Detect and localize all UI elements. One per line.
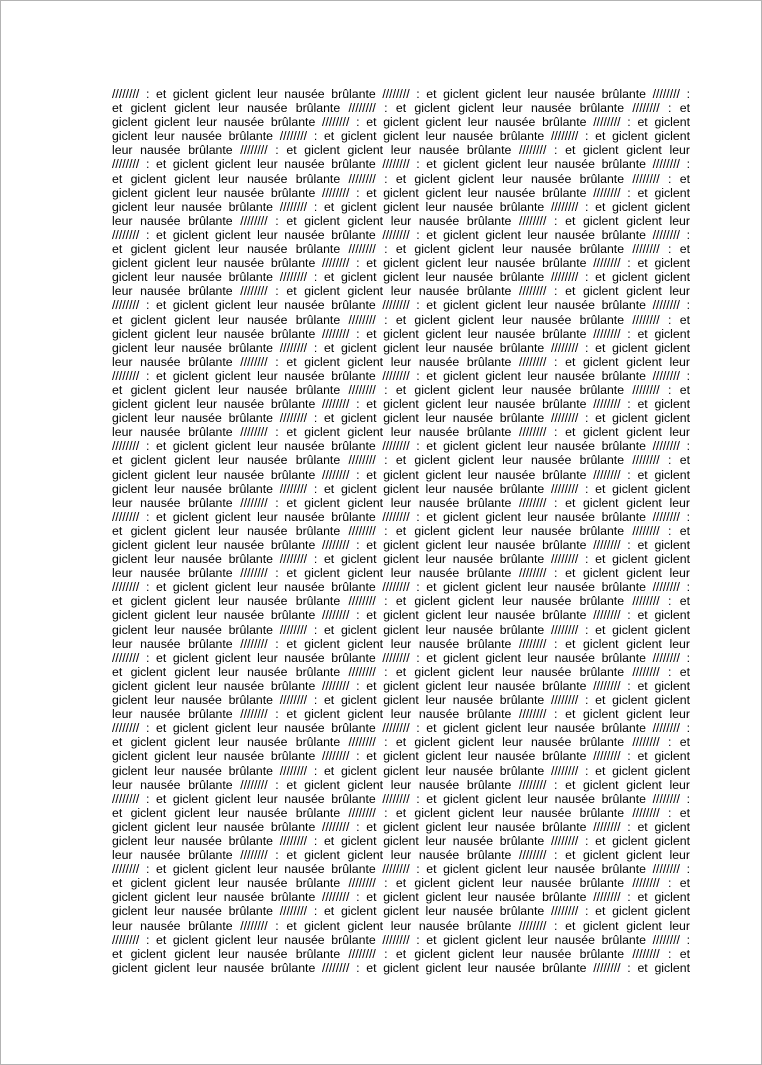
text-line: giclent leur nausée brûlante //////// : et giclent giclent leur nausée brûlante //////// : et giclent giclent xyxy=(112,833,690,848)
text-line: leur nausée brûlante //////// : et giclent giclent leur nausée brûlante //////// : et giclent giclent leur xyxy=(112,918,690,933)
text-line: //////// : et giclent giclent leur nausée brûlante //////// : et giclent giclent leur nausée brûlante //////// : xyxy=(112,721,690,736)
text-line: giclent leur nausée brûlante //////// : et giclent giclent leur nausée brûlante //////// : et giclent giclent xyxy=(112,340,690,355)
text-line: //////// : et giclent giclent leur nausée brûlante //////// : et giclent giclent leur nausée brûlante //////// : xyxy=(112,932,690,947)
text-line: //////// : et giclent giclent leur nausée brûlante //////// : et giclent giclent leur nausée brûlante //////// : xyxy=(112,157,690,172)
text-line: giclent leur nausée brûlante //////// : et giclent giclent leur nausée brûlante //////// : et giclent giclent xyxy=(112,129,690,144)
text-line: et giclent giclent leur nausée brûlante //////// : et giclent giclent leur nausée brûlante //////// : et xyxy=(112,242,690,257)
text-line: giclent giclent leur nausée brûlante //////// : et giclent giclent leur nausée brûlante //////// : et giclent xyxy=(112,185,690,200)
text-line: leur nausée brûlante //////// : et giclent giclent leur nausée brûlante //////// : et giclent giclent leur xyxy=(112,354,690,369)
text-line: leur nausée brûlante //////// : et giclent giclent leur nausée brûlante //////// : et giclent giclent leur xyxy=(112,425,690,440)
text-line: //////// : et giclent giclent leur nausée brûlante //////// : et giclent giclent leur nausée brûlante //////// : xyxy=(112,298,690,313)
text-line: giclent giclent leur nausée brûlante //////// : et giclent giclent leur nausée brûlante //////// : et giclent xyxy=(112,256,690,271)
text-line: leur nausée brûlante //////// : et giclent giclent leur nausée brûlante //////// : et giclent giclent leur xyxy=(112,284,690,299)
text-line: //////// : et giclent giclent leur nausée brûlante //////// : et giclent giclent leur nausée brûlante //////// : xyxy=(112,791,690,806)
text-line: giclent leur nausée brûlante //////// : et giclent giclent leur nausée brûlante //////// : et giclent giclent xyxy=(112,411,690,426)
text-line: //////// : et giclent giclent leur nausée brûlante //////// : et giclent giclent leur nausée brûlante //////// : xyxy=(112,509,690,524)
text-line: giclent giclent leur nausée brûlante //////// : et giclent giclent leur nausée brûlante //////// : et giclent xyxy=(112,467,690,482)
text-line: //////// : et giclent giclent leur nausée brûlante //////// : et giclent giclent leur nausée brûlante //////// : xyxy=(112,227,690,242)
text-line: leur nausée brûlante //////// : et giclent giclent leur nausée brûlante //////// : et giclent giclent leur xyxy=(112,566,690,581)
text-line: giclent leur nausée brûlante //////// : et giclent giclent leur nausée brûlante //////// : et giclent giclent xyxy=(112,693,690,708)
text-line: giclent leur nausée brûlante //////// : et giclent giclent leur nausée brûlante //////// : et giclent giclent xyxy=(112,552,690,567)
text-line: et giclent giclent leur nausée brûlante //////// : et giclent giclent leur nausée brûlante //////// : et xyxy=(112,382,690,397)
text-line: giclent leur nausée brûlante //////// : et giclent giclent leur nausée brûlante //////// : et giclent giclent xyxy=(112,270,690,285)
text-line: leur nausée brûlante //////// : et giclent giclent leur nausée brûlante //////// : et giclent giclent leur xyxy=(112,636,690,651)
text-line: et giclent giclent leur nausée brûlante //////// : et giclent giclent leur nausée brûlante //////// : et xyxy=(112,946,690,961)
text-line: et giclent giclent leur nausée brûlante //////// : et giclent giclent leur nausée brûlante //////// : et xyxy=(112,523,690,538)
text-line: //////// : et giclent giclent leur nausée brûlante //////// : et giclent giclent leur nausée brûlante //////// : xyxy=(112,439,690,454)
text-line: giclent leur nausée brûlante //////// : et giclent giclent leur nausée brûlante //////// : et giclent giclent xyxy=(112,481,690,496)
text-line: //////// : et giclent giclent leur nausée brûlante //////// : et giclent giclent leur nausée brûlante //////// : xyxy=(112,862,690,877)
text-line: giclent leur nausée brûlante //////// : et giclent giclent leur nausée brûlante //////// : et giclent giclent xyxy=(112,199,690,214)
text-line: et giclent giclent leur nausée brûlante //////// : et giclent giclent leur nausée brûlante //////// : et xyxy=(112,453,690,468)
text-line: giclent leur nausée brûlante //////// : et giclent giclent leur nausée brûlante //////// : et giclent giclent xyxy=(112,763,690,778)
text-line: et giclent giclent leur nausée brûlante //////// : et giclent giclent leur nausée brûlante //////// : et xyxy=(112,876,690,891)
text-line: //////// : et giclent giclent leur nausée brûlante //////// : et giclent giclent leur nausée brûlante //////// : xyxy=(112,650,690,665)
text-line: et giclent giclent leur nausée brûlante //////// : et giclent giclent leur nausée brûlante //////// : et xyxy=(112,101,690,116)
text-line: giclent giclent leur nausée brûlante //////// : et giclent giclent leur nausée brûlante //////// : et giclent xyxy=(112,749,690,764)
text-line: giclent giclent leur nausée brûlante //////// : et giclent giclent leur nausée brûlante //////// : et giclent xyxy=(112,608,690,623)
text-line: leur nausée brûlante //////// : et giclent giclent leur nausée brûlante //////// : et giclent giclent leur xyxy=(112,777,690,792)
text-line: leur nausée brûlante //////// : et giclent giclent leur nausée brûlante //////// : et giclent giclent leur xyxy=(112,213,690,228)
text-line: giclent leur nausée brûlante //////// : et giclent giclent leur nausée brûlante //////// : et giclent giclent xyxy=(112,904,690,919)
text-line: giclent giclent leur nausée brûlante //////// : et giclent giclent leur nausée brûlante //////// : et giclent xyxy=(112,326,690,341)
text-line: giclent giclent leur nausée brûlante //////// : et giclent giclent leur nausée brûlante //////// : et giclent xyxy=(112,115,690,130)
text-line: et giclent giclent leur nausée brûlante //////// : et giclent giclent leur nausée brûlante //////// : et xyxy=(112,594,690,609)
text-line: giclent giclent leur nausée brûlante //////// : et giclent giclent leur nausée brûlante //////// : et giclent xyxy=(112,960,690,975)
text-line: giclent giclent leur nausée brûlante //////// : et giclent giclent leur nausée brûlante //////// : et giclent xyxy=(112,678,690,693)
text-line: leur nausée brûlante //////// : et giclent giclent leur nausée brûlante //////// : et giclent giclent leur xyxy=(112,495,690,510)
text-line: leur nausée brûlante //////// : et giclent giclent leur nausée brûlante //////// : et giclent giclent leur xyxy=(112,143,690,158)
body-text xyxy=(112,87,690,975)
text-line: leur nausée brûlante //////// : et giclent giclent leur nausée brûlante //////// : et giclent giclent leur xyxy=(112,707,690,722)
text-line: et giclent giclent leur nausée brûlante //////// : et giclent giclent leur nausée brûlante //////// : et xyxy=(112,805,690,820)
text-line: et giclent giclent leur nausée brûlante //////// : et giclent giclent leur nausée brûlante //////// : et xyxy=(112,735,690,750)
text-line: leur nausée brûlante //////// : et giclent giclent leur nausée brûlante //////// : et giclent giclent leur xyxy=(112,848,690,863)
text-line: et giclent giclent leur nausée brûlante //////// : et giclent giclent leur nausée brûlante //////// : et xyxy=(112,171,690,186)
text-line: giclent giclent leur nausée brûlante //////// : et giclent giclent leur nausée brûlante //////// : et giclent xyxy=(112,397,690,412)
text-line: giclent leur nausée brûlante //////// : et giclent giclent leur nausée brûlante //////// : et giclent giclent xyxy=(112,622,690,637)
text-line: giclent giclent leur nausée brûlante //////// : et giclent giclent leur nausée brûlante //////// : et giclent xyxy=(112,819,690,834)
text-line: //////// : et giclent giclent leur nausée brûlante //////// : et giclent giclent leur nausée brûlante //////// : xyxy=(112,87,690,101)
text-line: et giclent giclent leur nausée brûlante //////// : et giclent giclent leur nausée brûlante //////// : et xyxy=(112,312,690,327)
text-line: //////// : et giclent giclent leur nausée brûlante //////// : et giclent giclent leur nausée brûlante //////// : xyxy=(112,368,690,383)
text-line: giclent giclent leur nausée brûlante //////// : et giclent giclent leur nausée brûlante //////// : et giclent xyxy=(112,538,690,552)
text-line: giclent giclent leur nausée brûlante //////// : et giclent giclent leur nausée brûlante //////// : et giclent xyxy=(112,890,690,905)
text-line: et giclent giclent leur nausée brûlante //////// : et giclent giclent leur nausée brûlante //////// : et xyxy=(112,664,690,679)
text-line: //////// : et giclent giclent leur nausée brûlante //////// : et giclent giclent leur nausée brûlante //////// : xyxy=(112,580,690,595)
